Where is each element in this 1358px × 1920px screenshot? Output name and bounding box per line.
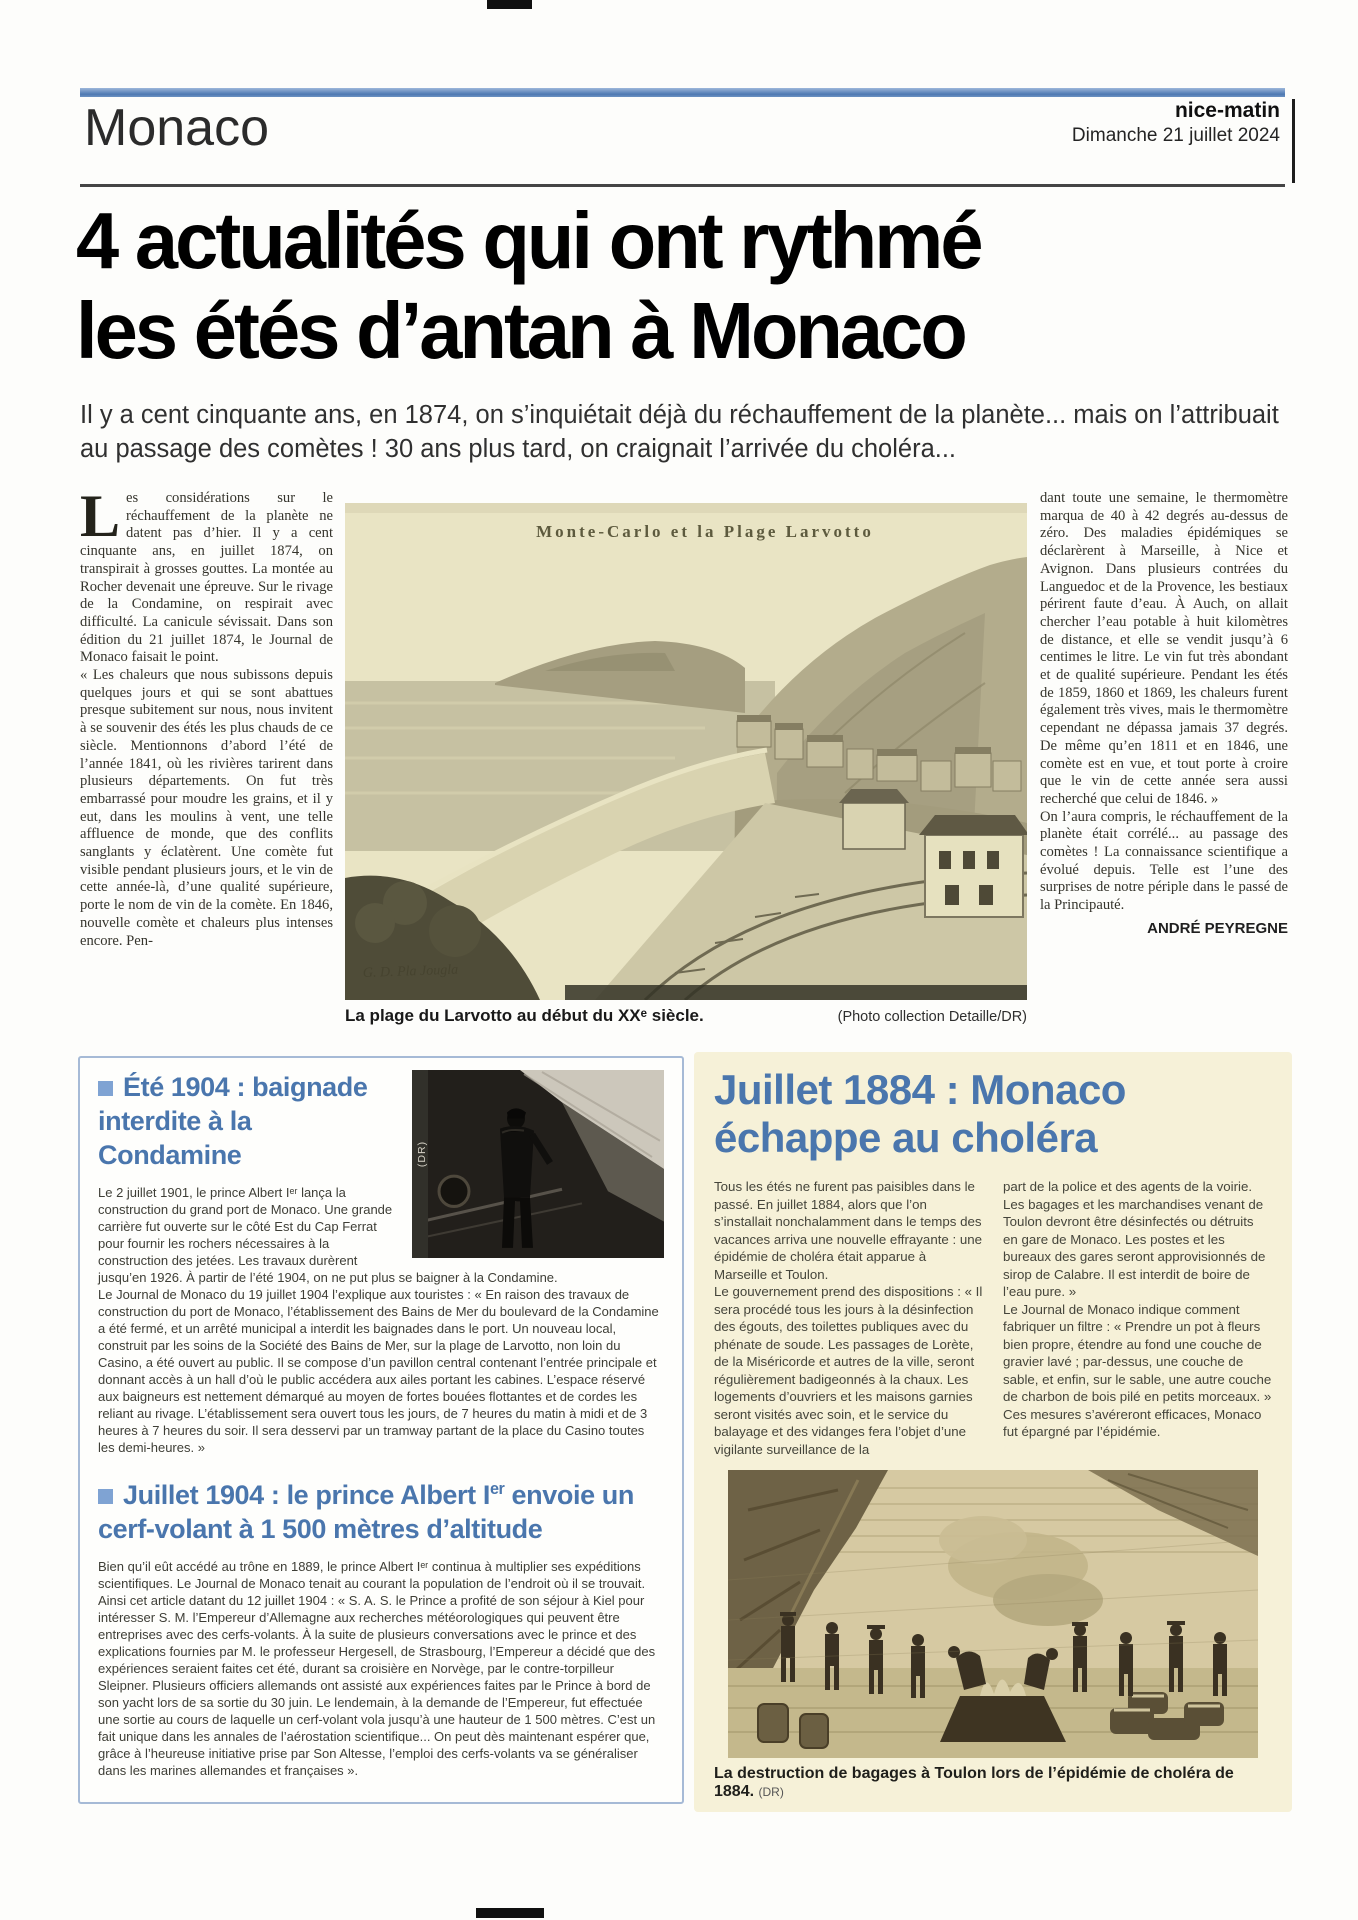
masthead-logo: nice-matin [1174,99,1280,122]
article-right-paragraph: dant toute une semaine, le thermomètre marqua de 40 à 42 degrés au-dessus de zéro. Des maladies épidémiques se déclarèrent à Marseille, à Nice et Avignon. Dans plusieurs contrées du Languedoc et de la Provence, les bestiaux périrent faute d’eau. À Auch, on allait chercher l’eau potable à huit kilomètres de distance, et elle se vendit jusqu’à 6 centimes le litre. Le vin fut très abondant et de qualité supérieure. Pendant les étés de 1859, 1860 et 1869, les chaleurs furent également très vives, mais le thermomètre cependant ne dépassa jamais 37 degrés. De même qu’en 1811 et en 1846, une comète est en vue, et tout porte à croire que le vin de cette année sera aussi recherché que celui de 1846. » [1040,490,1288,807]
port-photo [412,1070,664,1258]
engraving-credit: (DR) [758,1785,784,1799]
section-title: Monaco [84,99,269,157]
masthead-block [955,99,1295,183]
cholera-engraving-illustration [728,1470,1258,1758]
box1904-title2 [98,1472,664,1546]
box1904-title2-pre: Juillet 1904 : le prince Albert I [123,1480,490,1510]
box1884-column-left [714,1178,983,1458]
scan-artifact-bottom [476,1908,544,1918]
standfirst: Il y a cent cinquante ans, en 1874, on s’inquiétait déjà du réchauffement de la planète... mais on l’attribuait au passage des comètes ! 30 ans plus tard, on craignait l’arrivée du choléra... [80,401,1279,463]
box1884-title [714,1066,1272,1162]
dropcap: L [80,490,121,549]
header-blue-rule [80,88,1285,97]
article-column-right [1040,490,1288,1050]
box1884-paragraph: part de la police et des agents de la voirie. Les bagages et les marchandises venant de Toulon devront être désinfectés ou détruits en gare de Monaco. Les postes et les bureaux des gares seront approvisionnés de sirop de Calabre. Il est interdit de boire de l’eau pure. » [1003,1179,1266,1299]
article-left-paragraph: « Les chaleurs que nous subissons depuis quelques jours et qui se sont abattues presque subitement sur nous, nous invitent à se souvenir des étés les plus chauds de ce siècle. Mentionnons d’abord l’été de l’année 1841, où les rivières tarirent dans plusieurs départements. On fut très embarrassé pour moudre les grains, et il y eut, dans les moulins à vent, une telle affluence de monde, que des conflits sanglants y éclatèrent. Une comète fut visible pendant plusieurs jours, et le vin de cette année-là, d’une qualité supérieure, porte le nom de vin de la comète. En 1846, nouvelle comète et chaleurs plus intenses encore. Pen- [80,667,333,949]
box1884-paragraph: Le gouvernement prend des dispositions : « Il sera procédé tous les jours à la désinfection des égouts, des toilettes publiques avec du phénate de soude. Les passages de Lorète, de la Miséricorde et autres de la ville, seront régulièrement badigeonnés à la chaux. Les logements d’ouvriers et les maisons garnies seront visités avec soin, et le service du balayage et des vidanges fera l’objet d’une vigilante surveillance de la [714,1284,983,1457]
headline-line2: les étés d’antan à Monaco [76,286,965,375]
engraving-caption-row [714,1765,1272,1801]
box1884-paragraph: Le Journal de Monaco indique comment fabriquer un filtre : « Prendre un pot à fleurs bien propre, étendre au fond une couche de gravier lavé ; par-dessus, une couche de sable, et enfin, sur le sable, une autre couche de charbon de bois pilé en petits morceaux. » [1003,1301,1272,1404]
port-photo-illustration [412,1070,664,1258]
box1884-title-line2: échappe au choléra [714,1114,1098,1161]
photo-caption: La plage du Larvotto au début du XXᵉ siècle. [345,1006,704,1025]
box-juillet-1884 [694,1052,1292,1812]
larvotto-photo-illustration [345,503,1027,1000]
larvotto-photo [345,503,1027,1000]
scan-artifact-top [487,0,532,9]
section-bullet-icon [98,1081,113,1096]
box1884-paragraph: Tous les étés ne furent pas paisibles dans le passé. En juillet 1884, alors que l’on s’installait nonchalamment dans le temps des vacances arriva une nouvelle effrayante : une épidémie de choléra était apparue à Marseille et Toulon. [714,1179,983,1282]
engraving-caption: La destruction de bagages à Toulon lors de l’épidémie de choléra de 1884. [714,1765,1234,1800]
photo-handwriting: G. D. Pla Jougla [362,962,459,981]
photo-credit-vertical: (DR) [416,1140,429,1168]
box1904-paragraph: Le Journal de Monaco du 19 juillet 1904 l’explique aux touristes : « En raison des travaux de construction du port de Monaco, l’établissement des Bains de Mer du boulevard de la Condamine a été fermé, et un arrêté municipal a interdit les baignades dans le port. Un nouveau local, construit par les soins de la Société des Bains de Mer, sur la plage de Larvotto, non loin du Casino, a été ouvert au public. Il se compose d’un pavillon central contenant l’entrée principale et donnant accès à un hall d’où le public accédera aux ailes portant les cabines. L’espace réservé aux baigneurs est nettement démarqué au moyen de fortes bouées flottantes et de cordes les reliant au rivage. L’établissement sera ouvert tous les jours, de 7 heures du matin à midi et de 3 heures à 7 heures du soir. Il sera desservi par un tramway partant de la place du Casino toutes les demi-heures. » [98,1287,659,1455]
article-left-paragraph [80,490,333,667]
box1904-paragraph: Bien qu’il eût accédé au trône en 1889, le prince Albert Iᵉʳ continua à multiplier ses expéditions scientifiques. Le Journal de Monaco tenait au courant la population de l’endroit où il se trouvait. Ainsi cet article datant du 12 juillet 1904 : « S. A. S. le Prince a profité de son séjour à Kiel pour intéresser S. M. l’Empereur d’Allemagne aux recherches météorologiques qui peuvent être entreprises avec des cerfs-volants. À la suite de plusieurs conversations avec le prince et des explications fournies par M. le professeur Hergesell, de Strasbourg, l’Empereur a décidé que des expériences seraient faites cet été, durant sa croisière en Norvège, par le contre-torpilleur Sleipner. Plusieurs officiers allemands ont assisté aux expériences faites par le Prince à bord de son yacht lors de sa sortie du 30 juin. Le lendemain, à la demande de l’Empereur, fut effectuée une sortie au cours de laquelle un cerf-volant vola jusqu’à une hauteur de 1 500 mètres. C’est un fait unique dans les annales de l’aérostation scientifique... On peut dès maintenant espérer que, grâce à l’heureuse initiative prise par Son Altesse, l’emploi des cerfs-volants va se généraliser dans les marines allemandes et françaises ». [98,1559,656,1778]
box1884-title-line1: Juillet 1884 : Monaco [714,1066,1126,1113]
box1904-title1-text: Été 1904 : baignade interdite à la Condamine [98,1072,368,1170]
byline: ANDRÉ PEYREGNE [1147,919,1288,937]
edition-date: Dimanche 21 juillet 2024 [1071,125,1280,146]
header-bottom-rule [80,184,1285,187]
article-right-paragraph: On l’aura compris, le réchauffement de la planète était corrélé... au passage des comètes ! La connaissance scientifique a évolué depuis. Telle est l’une des surprises de notre périple dans le passé de la Principauté. [1040,808,1288,914]
box1884-columns [714,1178,1272,1458]
article-left-text: es considérations sur le réchauffement de la planète ne datent pas d’hier. Il y a cent cinquante ans, en juillet 1874, on transpirait à grosses gouttes. La montée au Rocher devenait une épreuve. Sur le rivage de la Condamine, on respirait avec difficulté. La canicule sévissait. Dans son édition du 21 juillet 1874, le Journal de Monaco faisait le point. [80,490,333,666]
photo-inner-title: Monte-Carlo et la Plage Larvotto [536,522,874,541]
article-column-left [80,490,333,1042]
headline-line1: 4 actualités qui ont rythmé [76,196,981,285]
photo-credit: (Photo collection Detaille/DR) [837,1009,1027,1025]
box1904-title2-sup: er [489,1480,505,1498]
box-ete-1904 [78,1056,684,1804]
box1904-paragraph: Le 2 juillet 1901, le prince Albert Iᵉʳ lança la construction du grand port de Monaco. Une grande carrière fut ouverte sur le côté Est du Cap Ferrat pour fournir les rochers nécessaires à la construction des jetées. Les travaux durèrent jusqu’en 1926. À partir de l’été 1904, on ne put plus se baigner à la Condamine. [98,1185,558,1285]
cholera-engraving [728,1470,1258,1758]
box1884-paragraph: Ces mesures s’avéreront efficaces, Monaco fut épargné par l’épidémie. [1003,1406,1262,1439]
section-bullet-icon [98,1489,113,1504]
box1884-column-right [1003,1178,1272,1458]
box1904-title2-post: envoie un cerf-volant à 1 500 mètres d’altitude [98,1480,634,1544]
headline [76,196,1308,376]
photo-caption-row [345,1006,1027,1026]
